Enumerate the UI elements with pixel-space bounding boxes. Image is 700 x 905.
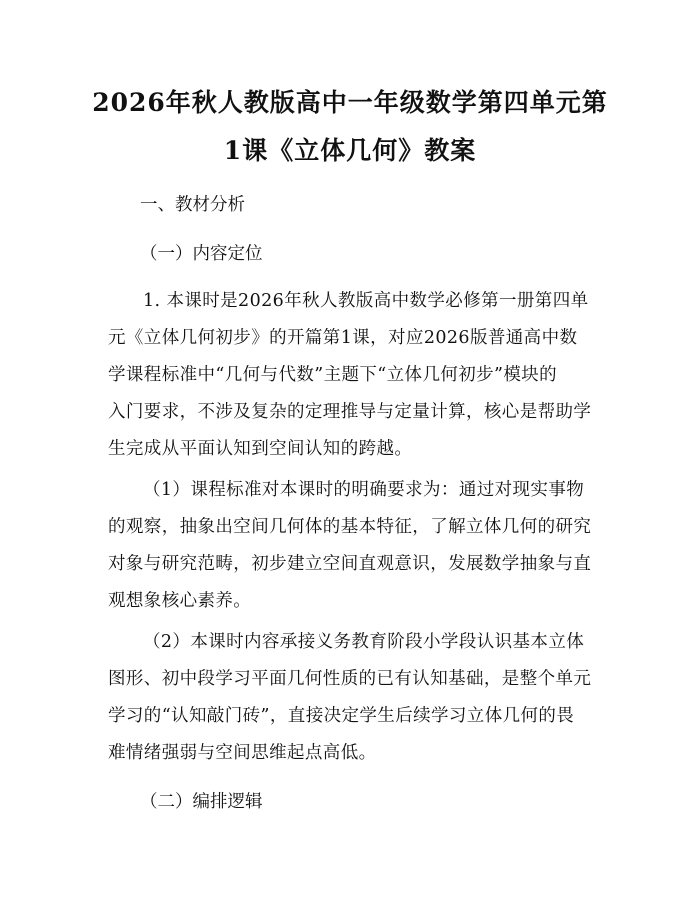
paragraph-line: （2）本课时内容承接义务教育阶段小学段认识基本立体 bbox=[143, 632, 585, 652]
paragraph-line: 难情绪强弱与空间思维起点高低。 bbox=[108, 743, 377, 763]
paragraph-line: 学课程标准中“几何与代数”主题下“立体几何初步”模块的 bbox=[108, 365, 558, 385]
paragraph-line: 对象与研究范畴，初步建立空间直观意识，发展数学抽象与直 bbox=[108, 554, 592, 574]
paragraph-line: 生完成从平面认知到空间认知的跨越。 bbox=[108, 439, 413, 459]
paragraph-line: 学习的“认知敲门砖”，直接决定学生后续学习立体几何的畏 bbox=[108, 706, 575, 726]
document-title-line-1: 2026年秋人教版高中一年级数学第四单元第 bbox=[92, 88, 608, 117]
paragraph-line: 图形、初中段学习平面几何性质的已有认知基础，是整个单元 bbox=[108, 669, 592, 689]
section-heading-textbook-analysis: 一、教材分析 bbox=[140, 195, 245, 215]
paragraph-2 bbox=[108, 472, 608, 620]
paragraph-3 bbox=[108, 624, 608, 772]
paragraph-line: 元《立体几何初步》的开篇第1课，对应2026版普通高中数 bbox=[108, 328, 578, 348]
subsection-heading-content-positioning: （一）内容定位 bbox=[140, 244, 263, 264]
paragraph-line: 的观察，抽象出空间几何体的基本特征，了解立体几何的研究 bbox=[108, 517, 592, 537]
subsection-heading-arrangement-logic: （二）编排逻辑 bbox=[140, 792, 263, 812]
paragraph-1 bbox=[108, 283, 608, 468]
paragraph-line: 入门要求，不涉及复杂的定理推导与定量计算，核心是帮助学 bbox=[108, 402, 592, 422]
paragraph-line: 观想象核心素养。 bbox=[108, 591, 252, 611]
document-title-line-2: 1课《立体几何》教案 bbox=[223, 136, 477, 165]
paragraph-line: （1）课程标准对本课时的明确要求为：通过对现实事物 bbox=[143, 480, 585, 500]
paragraph-line: 1. 本课时是2026年秋人教版高中数学必修第一册第四单 bbox=[143, 291, 589, 311]
